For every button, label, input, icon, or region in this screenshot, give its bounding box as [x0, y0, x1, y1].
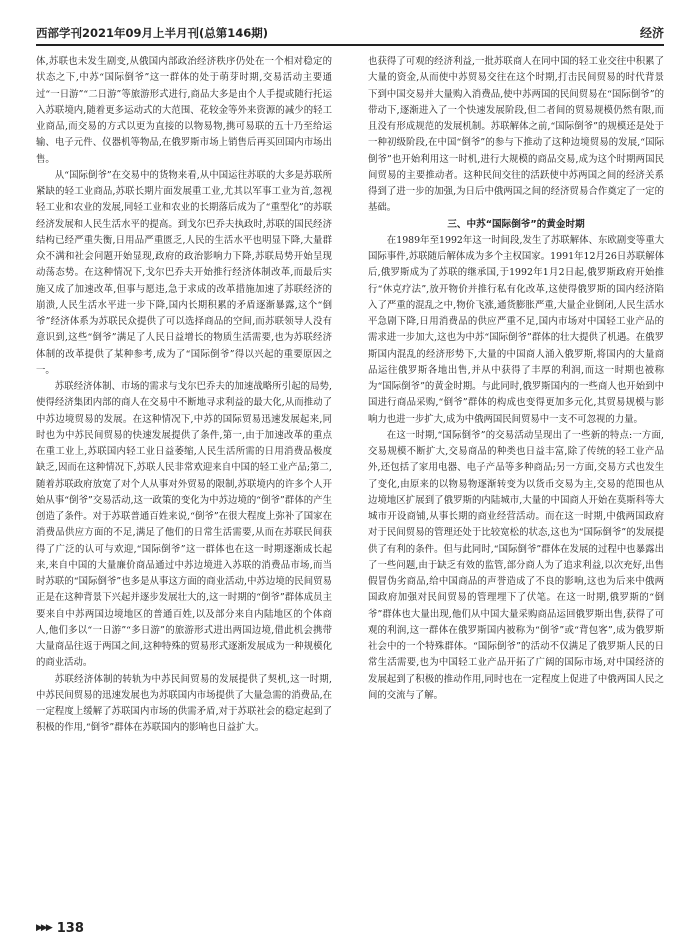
- journal-title: 西部学刊2021年09月上半月刊(总第146期): [36, 26, 269, 40]
- paragraph: 也获得了可观的经济利益,一批苏联商人在同中国的轻工业交往中积累了大量的资金,从而使中苏贸易交往在这个时期,打击民间贸易的时代背景下到中国交易并大量购入消费品,使中苏两国的民间贸易在“国际倒爷”的带动下,逐渐进入了一个快速发展阶段,但二者间的贸易规模仍然有限,而且没有形成规范的发展机制。苏联解体之前,“国际倒爷”的规模还是处于一种初级阶段,在中国“倒爷”的参与下推动了这种边境贸易的发展,“国际倒爷”也开始利用这一时机,进行大规模的商品交易,成为这个时期两国民间贸易的主要推动者。这种民间交往的活跃使中苏两国之间的经济关系得到了进一步的加强,为日后中俄两国之间的经济贸易合作奠定了一定的基础。: [368, 56, 664, 214]
- section-heading: 三、中苏“国际倒爷”的黄金时期: [447, 218, 585, 230]
- section-label: 经济: [639, 26, 664, 40]
- paragraph: 体,苏联也未发生剧变,从俄国内部政治经济秩序仍处在一个相对稳定的状态之下,中苏“国际倒爷”这一群体的处于萌芽时期,交易活动主要通过“一日游”“二日游”等旅游形式进行,商品大多是由个人手提或随行托运入苏联境内,随着更多运动式的大范围、花较金等外来资源的减少的轻工业商品,而交易的方式以更为直接的以物易物,携可易联的五十乃至给运输、电子元件、仪器机等物品,在俄罗斯市场上销售后再买回国内市场出售。: [36, 56, 332, 165]
- left-text-column: [36, 54, 332, 916]
- paragraph: 苏联经济体制的转轨为中苏民间贸易的发展提供了契机,这一时期,中苏民间贸易的迅速发展也为苏联国内市场提供了大量急需的消费品,在一定程度上缓解了苏联国内市场的供需矛盾,对于苏联社会的稳定起到了积极的作用,“倒爷”群体在苏联国内的影响也日益扩大。: [36, 673, 332, 734]
- paragraph: 苏联经济体制、市场的需求与戈尔巴乔夫的加速战略所引起的局势,使得经济集团内部的商人在交易中不断地寻求利益的最大化,从而推动了中苏边境贸易的发展。在这种情况下,中苏的国际贸易迅速发展起来,同时也为中苏民间贸易的快速发展提供了条件,第一,由于加速改革的重点在重工业上,苏联国内轻工业日益萎缩,人民生活所需的日用消费品极度缺乏,因而在这种情况下,苏联人民非常欢迎来自中国的轻工业产品;第二,随着苏联政府放宽了对个人从事对外贸易的限制,苏联境内的许多个人开始从事“倒爷”交易活动,这一政策的变化为中苏边境的“倒爷”群体的产生创造了条件。对于苏联普通百姓来说,“倒爷”在很大程度上弥补了国家在消费品供应方面的不足,满足了他们的日常生活需要,从而在苏联民间获得了广泛的认可与欢迎,“国际倒爷”这一群体也在这一时期逐渐成长起来,来自中国的大量廉价商品通过中苏边境进入苏联的消费品市场,而当时苏联的“国际倒爷”也多是从事这方面的商业活动,中苏边境的民间贸易正是在这种背景下兴起并逐步发展壮大的,这一时期的“倒爷”群体成员主要来自中苏两国边境地区的普通百姓,以及部分来自内陆地区的个体商人,他们多以“一日游”“多日游”的旅游形式进出两国边境,借此机会携带大量商品往返于两国之间,这种特殊的贸易形式逐渐发展成为一种规模化的商业活动。: [36, 381, 332, 669]
- paragraph: 从“国际倒爷”在交易中的货物来看,从中国运往苏联的大多是苏联所紧缺的轻工业商品,苏联长期片面发展重工业,尤其以军事工业为首,忽视轻工业和农业的发展,同轻工业和农业的长期落后成为了“重型化”的苏联经济发展和人民生活水平的提高。到戈尔巴乔夫执政时,苏联的国民经济结构已经严重失衡,日用品严重匮乏,人民的生活水平也明显下降,大量群众不满和社会问题开始显现,政府的政治影响力下降,苏联局势开始呈现动荡态势。在这种情况下,戈尔巴乔夫开始推行经济体制改革,而最后实施又成了加速改革,但事与愿违,急于求成的改革措施加速了苏联经济的崩溃,人民生活水平进一步下降,国内长期积累的矛盾逐渐暴露,这个“倒爷”经济体系为苏联民众提供了可以选择商品的空间,而苏联领导人没有意识到,这些“倒爷”满足了人民日益增长的物质生活需要,也为苏联经济体制的改革提供了某种参考,成为了“国际倒爷”得以兴起的重要原因之一。: [36, 169, 332, 376]
- page-footer: [36, 918, 84, 938]
- paragraph: 在这一时期,“国际倒爷”的交易活动呈现出了一些新的特点:一方面,交易规模不断扩大,交易商品的种类也日益丰富,除了传统的轻工业产品外,还包括了家用电器、电子产品等多种商品;另一方面,交易方式也发生了变化,由原来的以物易物逐渐转变为以货币交易为主,交易的范围也从边境地区扩展到了俄罗斯的内陆城市,大量的中国商人开始在莫斯科等大城市开设商铺,从事长期的商业经营活动。而在这一时期,中俄两国政府对于民间贸易的管理还处于比较宽松的状态,这也为“国际倒爷”的发展提供了有利的条件。但与此同时,“国际倒爷”群体在发展的过程中也暴露出了一些问题,由于缺乏有效的监管,部分商人为了追求利益,以次充好,出售假冒伪劣商品,给中国商品的声誉造成了不良的影响,这也为后来中俄两国政府加强对民间贸易的管理埋下了伏笔。在这一时期,俄罗斯的“倒爷”群体也大量出现,他们从中国大量采购商品运回俄罗斯出售,获得了可观的利润,这一群体在俄罗斯国内被称为“倒爷”或“背包客”,成为俄罗斯社会中的一个特殊群体。“国际倒爷”的活动不仅满足了俄罗斯人民的日常生活需要,也为中国轻工业产品开拓了广阔的国际市场,对中国经济的发展起到了积极的推动作用,同时也在一定程度上促进了中俄两国人民之间的交流与了解。: [368, 429, 664, 701]
- paragraph: 在1989年至1992年这一时间段,发生了苏联解体、东欧剧变等重大国际事件,苏联随后解体成为多个主权国家。1991年12月26日苏联解体后,俄罗斯成为了苏联的继承国,于1992年1月2日起,俄罗斯政府开始推行“休克疗法”,放开物价并推行私有化改革,这使得俄罗斯的国内经济陷入了严重的混乱之中,物价飞涨,通货膨胀严重,大量企业倒闭,人民生活水平急剧下降,日用消费品的供应严重不足,国内市场对中国轻工业产品的需求进一步加大,这也为中苏“国际倒爷”群体的壮大提供了机遇。在俄罗斯国内混乱的经济形势下,大量的中国商人涌入俄罗斯,将国内的大量商品运往俄罗斯各地出售,并从中获得了丰厚的利润,而这一时期也被称为“国际倒爷”的黄金时期。与此同时,俄罗斯国内的一些商人也开始到中国进行商品采购,“倒爷”群体的构成也变得更加多元化,其贸易规模与影响力也进一步扩大,成为中俄两国民间贸易中一支不可忽视的力量。: [368, 234, 664, 425]
- arrow-marker-icon: ▶▶▶: [36, 923, 51, 933]
- page-header: [36, 22, 664, 46]
- page-number: 138: [56, 920, 84, 936]
- right-text-column: [368, 54, 664, 916]
